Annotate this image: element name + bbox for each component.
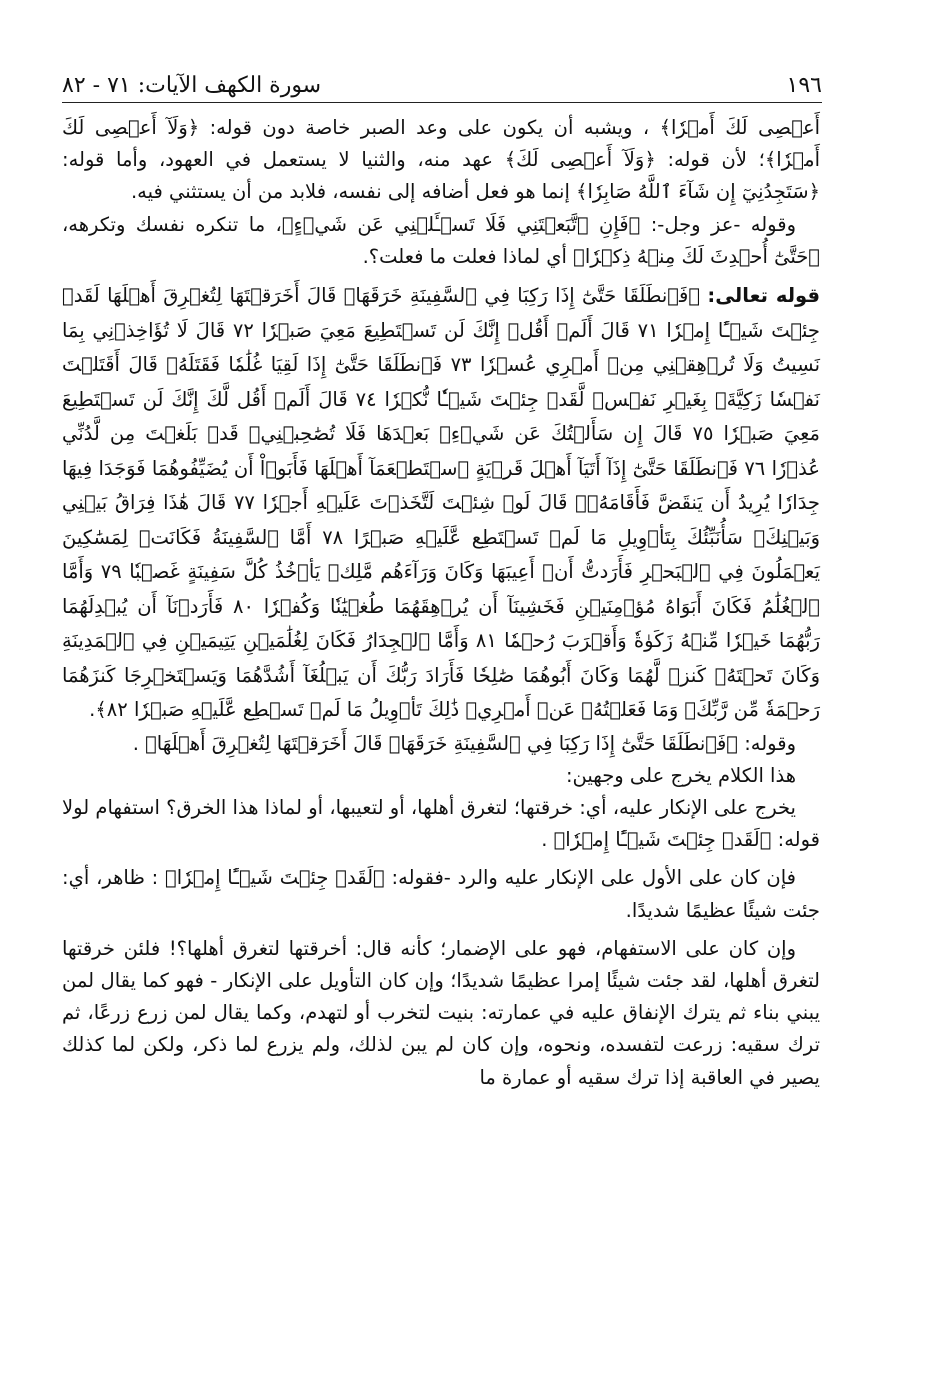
paragraph: هذا الكلام يخرج على وجهين: — [565, 763, 796, 787]
page-body — [62, 112, 820, 1094]
running-title: سورة الكهف الآيات: ٧١ - ٨٢ — [62, 73, 322, 98]
paragraph: وقوله: ﴿فَٱنطَلَقَا حَتَّىٰٓ إِذَا رَكِبَا فِي ٱلسَّفِينَةِ خَرَقَهَاۖ قَالَ أَخَرَقۡتَهَا لِتُغۡرِقَ أَهۡلَهَا﴾ . — [132, 731, 796, 755]
verses-label: قوله تعالى: — [707, 284, 821, 308]
page-header — [62, 58, 822, 98]
paragraph: وقوله -عز وجل-: ﴿فَإِنِ ٱتَّبَعۡتَنِي فَلَا تَسۡـَٔلۡنِي عَن شَيۡءٍ﴾، ما تنكره نفسك وتكرهه، ﴿حَتَّىٰٓ أُحۡدِثَ لَكَ مِنۡهُ ذِكۡرٗا﴾ أي لماذا فعلت ما فعلت؟. — [62, 212, 820, 268]
paragraph: يخرج على الإنكار عليه، أي: خرقتها؛ لتغرق أهلها، أو لتعيبها، أو لماذا هذا الخرق؟ استفهام لولا قوله: ﴿لَقَدۡ جِئۡتَ شَيۡـًٔا إِمۡرٗا﴾ . — [62, 795, 820, 852]
paragraph: وإن كان على الاستفهام، فهو على الإضمار؛ كأنه قال: أخرقتها لتغرق أهلها؟! فلئن خرقتها لتغرق أهلها، لقد جئت شيئًا إمرا عظيمًا شديدًا؛ وإن كان التأويل على الإنكار - فهو كما يقال لمن يبني بناء ثم يترك الإنفاق عليه في عمارته: بنيت لتخرب أو لتهدم، وكما يقال لمن زرع زرعًا، ثم ترك سقيه: زرعت لتفسده، ونحوه، وإن كان لم يبن لذلك، ولم يزرع لما ذكر، ولكن لما كذلك يصير في العاقبة إذا ترك سقيه أو عمارة ما — [62, 936, 820, 1089]
header-divider — [62, 102, 822, 103]
verses-paragraph — [62, 279, 820, 728]
paragraph: أَعۡصِى لَكَ أَمۡرٗا﴾ ، ويشبه أن يكون على وعد الصبر خاصة دون قوله: ﴿وَلَآ أَعۡصِى لَكَ أَمۡرٗا﴾؛ لأن قوله: ﴿وَلَآ أَعۡصِى لَكَ﴾ عهد منه، والثنيا لا يستعمل في العهود، وأما قوله: ﴿سَتَجِدُنِيٓ إِن شَآءَ ٱللَّهُ صَابِرٗا﴾ إنما هو فعل أضافه إلى نفسه، فلابد من أن يستثني فيه. — [62, 116, 820, 204]
verses-text: ﴿فَٱنطَلَقَا حَتَّىٰٓ إِذَا رَكِبَا فِي ٱلسَّفِينَةِ خَرَقَهَاۖ قَالَ أَخَرَقۡتَهَا لِتُغۡرِقَ أَهۡلَهَا لَقَدۡ جِئۡتَ شَيۡـًٔا إِمۡرٗا ٧١ قَالَ أَلَمۡ أَقُلۡ إِنَّكَ لَن تَسۡتَطِيعَ مَعِيَ صَبۡرٗا ٧٢ قَالَ لَا تُؤَاخِذۡنِي بِمَا نَسِيتُ وَلَا تُرۡهِقۡنِي مِنۡ أَمۡرِي عُسۡرٗا ٧٣ فَٱنطَلَقَا حَتَّىٰٓ إِذَا لَقِيَا غُلَٰمٗا فَقَتَلَهُۥ قَالَ أَقَتَلۡتَ نَفۡسٗا زَكِيَّةَۢ بِغَيۡرِ نَفۡسٖ لَّقَدۡ جِئۡتَ شَيۡـٔٗا نُّكۡرٗا ٧٤ قَالَ أَلَمۡ أَقُل لَّكَ إِنَّكَ لَن تَسۡتَطِيعَ مَعِيَ صَبۡرٗا ٧٥ قَالَ إِن سَأَلۡتُكَ عَن شَيۡءِۭ بَعۡدَهَا فَلَا تُصَٰحِبۡنِيۖ قَدۡ بَلَغۡتَ مِن لَّدُنِّي عُذۡرٗا ٧٦ فَٱنطَلَقَا حَتَّىٰٓ إِذَآ أَتَيَآ أَهۡلَ قَرۡيَةٍ ٱسۡتَطۡعَمَآ أَهۡلَهَا فَأَبَوۡاْ أَن يُضَيِّفُوهُمَا فَوَجَدَا فِيهَا جِدَارٗا يُرِيدُ أَن يَنقَضَّ فَأَقَامَهُۥۖ قَالَ لَوۡ شِئۡتَ لَتَّخَذۡتَ عَلَيۡهِ أَجۡرٗا ٧٧ قَالَ هَٰذَا فِرَاقُ بَيۡنِي وَبَيۡنِكَۚ سَأُنَبِّئُكَ بِتَأۡوِيلِ مَا لَمۡ تَسۡتَطِع عَّلَيۡهِ صَبۡرًا ٧٨ أَمَّا ٱلسَّفِينَةُ فَكَانَتۡ لِمَسَٰكِينَ يَعۡمَلُونَ فِي ٱلۡبَحۡرِ فَأَرَدتُّ أَنۡ أَعِيبَهَا وَكَانَ وَرَآءَهُم مَّلِكٞ يَأۡخُذُ كُلَّ سَفِينَةٍ غَصۡبٗا ٧٩ وَأَمَّا ٱلۡغُلَٰمُ فَكَانَ أَبَوَاهُ مُؤۡمِنَيۡنِ فَخَشِينَآ أَن يُرۡهِقَهُمَا طُغۡيَٰنٗا وَكُفۡرٗا ٨٠ فَأَرَدۡنَآ أَن يُبۡدِلَهُمَا رَبُّهُمَا خَيۡرٗا مِّنۡهُ زَكَوٰةٗ وَأَقۡرَبَ رُحۡمٗا ٨١ وَأَمَّا ٱلۡجِدَارُ فَكَانَ لِغُلَٰمَيۡنِ يَتِيمَيۡنِ فِي ٱلۡمَدِينَةِ وَكَانَ تَحۡتَهُۥ كَنزٞ لَّهُمَا وَكَانَ أَبُوهُمَا صَٰلِحٗا فَأَرَادَ رَبُّكَ أَن يَبۡلُغَآ أَشُدَّهُمَا وَيَسۡتَخۡرِجَا كَنزَهُمَا رَحۡمَةٗ مِّن رَّبِّكَۚ وَمَا فَعَلۡتُهُۥ عَنۡ أَمۡرِيۚ ذَٰلِكَ تَأۡوِيلُ مَا لَمۡ تَسۡطِع عَّلَيۡهِ صَبۡرٗا ٨٢﴾. — [62, 284, 820, 722]
paragraph: فإن كان على الأول على الإنكار عليه والرد -فقوله: ﴿لَقَدۡ جِئۡتَ شَيۡـًٔا إِمۡرٗا﴾ : ظاهر، أي: جئت شيئًا عظيمًا شديدًا. — [62, 866, 820, 922]
page-number: ١٩٦ — [786, 73, 822, 98]
